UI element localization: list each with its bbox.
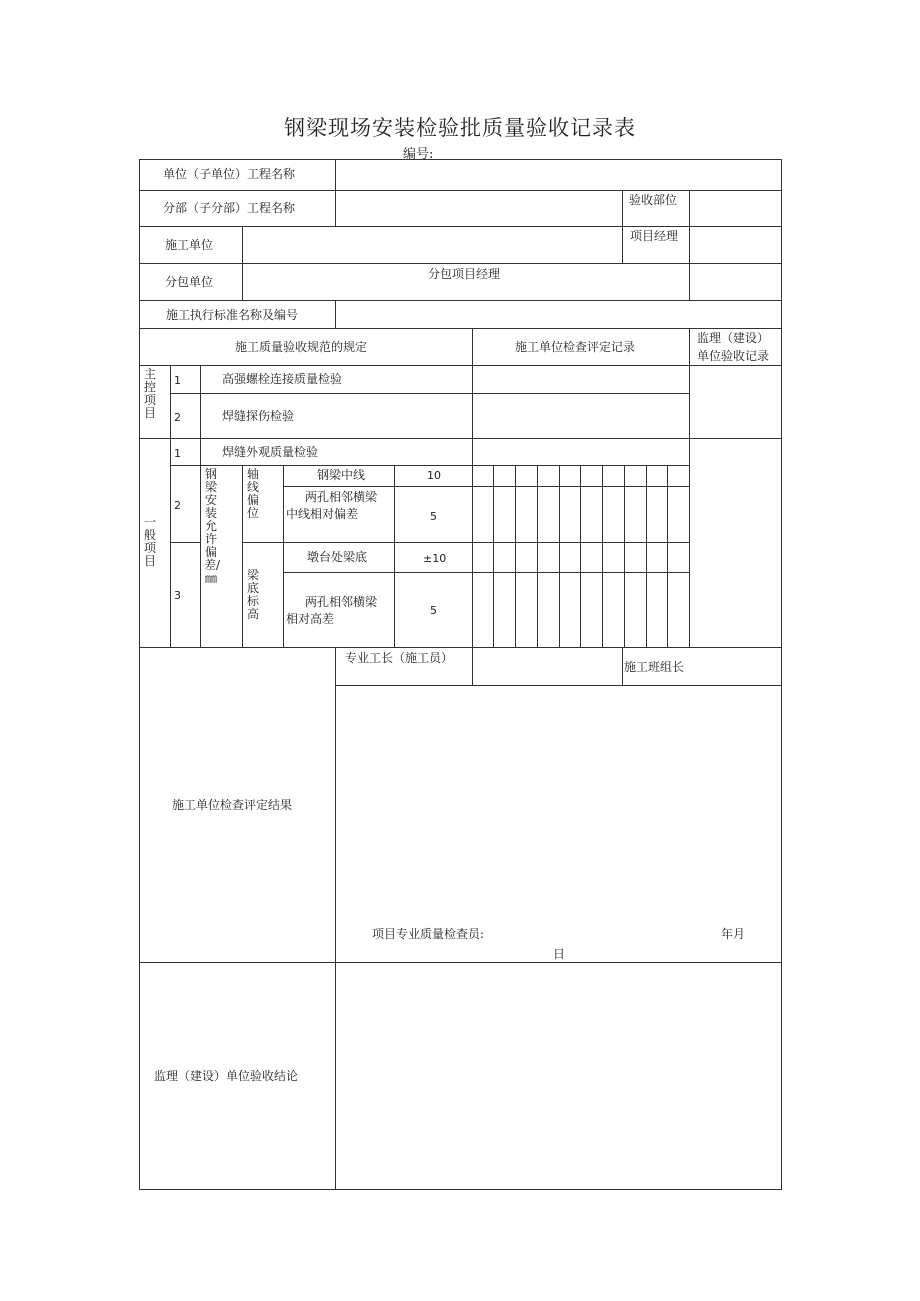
row1-name: 钢梁中线 (317, 468, 366, 482)
axis-offset-label: 轴线偏位 (246, 467, 259, 520)
row4-value: 5 (430, 604, 437, 617)
page-title: 钢梁现场安装检验批质量验收记录表 (284, 116, 636, 140)
row3-name: 墩台处梁底 (307, 550, 368, 564)
general-item-1-text: 焊缝外观质量检验 (222, 445, 319, 459)
main-item-2-no: 2 (174, 411, 181, 424)
tolerance-label: 钢梁安装允许偏差/㎜ (204, 467, 221, 585)
supervision-conclusion-label: 监理（建设）单位验收结论 (154, 1069, 299, 1083)
supervision-header-line1: 监理（建设） (697, 331, 770, 345)
row4-name-line2: 相对高差 (286, 612, 335, 626)
check-record-header: 施工单位检查评定记录 (515, 340, 636, 354)
main-item-2-text: 焊缝探伤检验 (222, 409, 295, 423)
row2-value: 5 (430, 510, 437, 523)
sub-project-label: 分部（子分部）工程名称 (163, 201, 296, 215)
foreman-label: 专业工长（施工员） (345, 651, 454, 665)
row2-name-line1: 两孔相邻横梁 (305, 490, 378, 504)
general-item-1-no: 1 (174, 447, 181, 460)
main-item-1-no: 1 (174, 374, 181, 387)
acceptance-part-label: 验收部位 (629, 193, 678, 207)
year-month-label: 年月 (721, 927, 746, 941)
sub-unit-label: 分包单位 (165, 275, 214, 289)
team-leader-label: 施工班组长 (624, 660, 685, 674)
beam-bottom-label: 梁底标高 (246, 568, 259, 621)
standard-label: 施工执行标准名称及编号 (166, 308, 299, 322)
main-control-label: 主控项目 (143, 367, 156, 420)
general-item-2-no: 2 (174, 499, 181, 512)
row4-name-line1: 两孔相邻横梁 (305, 595, 378, 609)
row2-name-line2: 中线相对偏差 (286, 507, 359, 521)
row1-value: 10 (427, 469, 441, 482)
construction-result-label: 施工单位检查评定结果 (172, 798, 293, 812)
record-number-label: 编号: (403, 147, 434, 162)
construction-unit-label: 施工单位 (165, 238, 214, 252)
sub-project-manager-label: 分包项目经理 (428, 267, 501, 281)
general-label: 一般项目 (143, 515, 156, 568)
unit-project-label: 单位（子单位）工程名称 (163, 167, 296, 181)
project-manager-label: 项目经理 (630, 229, 679, 243)
general-item-3-no: 3 (174, 589, 181, 602)
day-label: 日 (553, 947, 566, 961)
main-item-1-text: 高强螺栓连接质量检验 (222, 372, 343, 386)
quality-inspector-label: 项目专业质量检查员: (372, 927, 485, 941)
row3-value: ±10 (423, 552, 447, 565)
supervision-header-line2: 单位验收记录 (697, 349, 770, 363)
spec-header: 施工质量验收规范的规定 (235, 340, 368, 354)
